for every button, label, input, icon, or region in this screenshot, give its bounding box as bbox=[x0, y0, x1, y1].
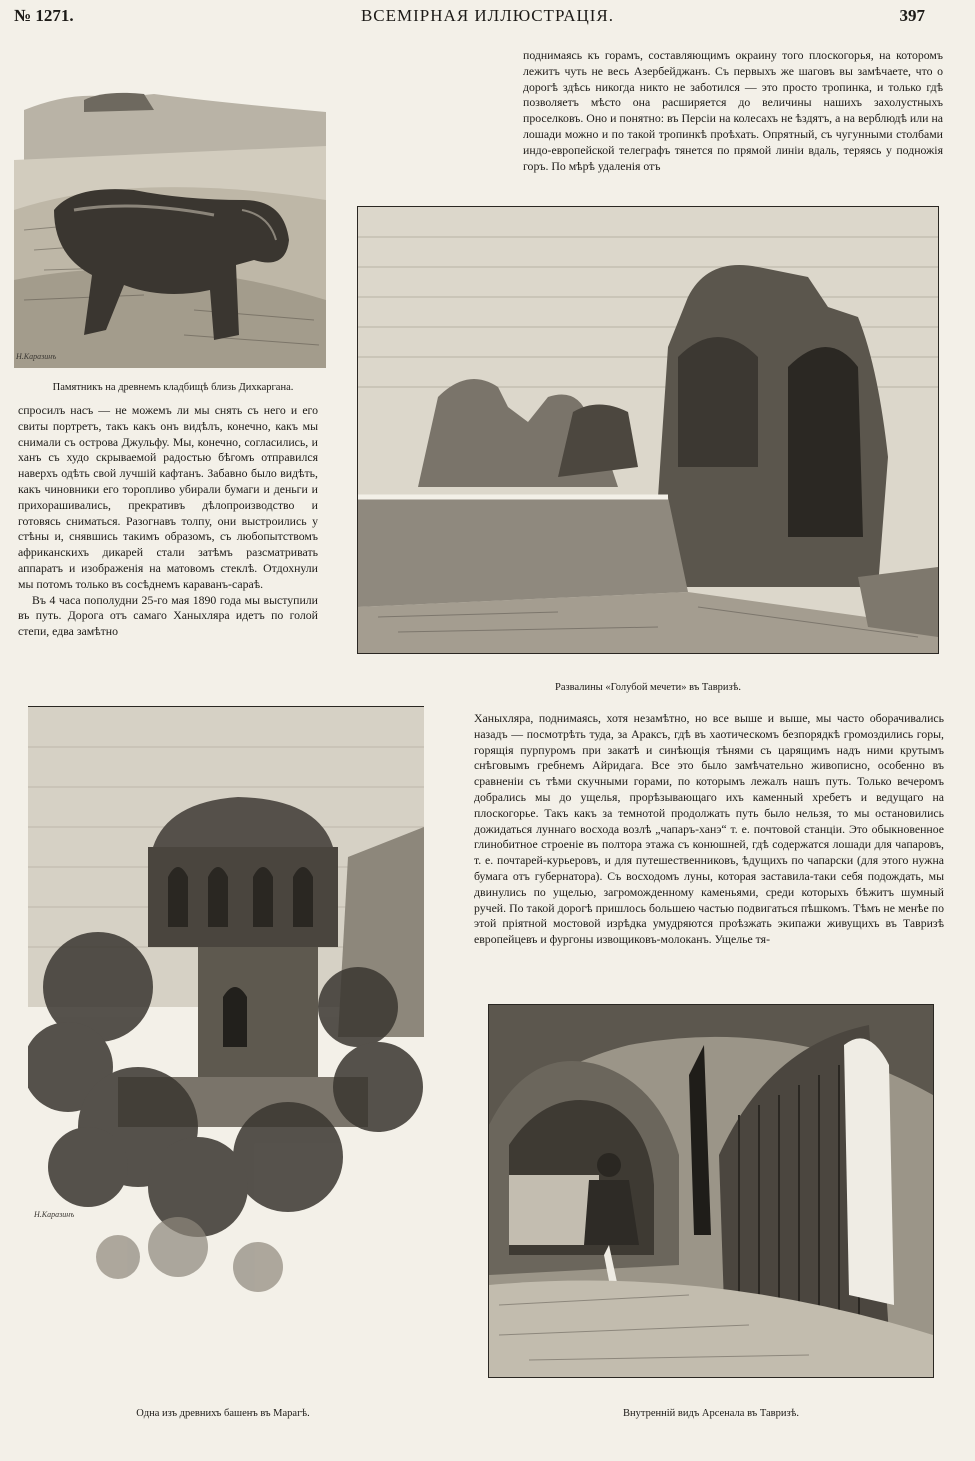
maragha-tower-caption: Одна изъ древнихъ башенъ въ Марагѣ. bbox=[136, 1408, 310, 1419]
monument-caption: Памятникъ на древнемъ кладбищѣ близь Дихкаргана. bbox=[52, 382, 294, 393]
text-column-left: спросилъ насъ — не можемъ ли мы снять съ него и его свиты портретъ, такъ какъ онъ видѣлъ, конечно, какъ мы снимали съ острова Джульфу. Мы, конечно, согласились, и ханъ съ худо скрываемой радостью бѣгомъ отправился наверхъ одѣть свой лучшiй кафтанъ. Забавно было видѣть, какъ чиновники его торопливо убирали бумаги и деньги и прихорашивались, прекративъ дѣлопроизводство и готовясь сниматься. Разогнавъ толпу, они выстроились у стѣны и, снявшись такимъ образомъ, съ любопытствомъ африканскихъ дикарей стали затѣмъ разсматривать аппаратъ и изображенiя на матовомъ стеклѣ. Отдохнули мы потомъ только въ сосѣднемъ караванъ-сараѣ. Въ 4 часа пополудни 25-го мая 1890 года мы выступили въ путь. Дорога отъ самаго Ханыхляра идетъ по голой степи, едва замѣтно bbox=[18, 403, 318, 639]
arsenal-caption: Внутреннiй видъ Арсенала въ Тавризѣ. bbox=[623, 1408, 799, 1419]
arsenal-illustration bbox=[488, 1004, 934, 1378]
blue-mosque-illustration bbox=[357, 206, 939, 654]
text-column-middle-right: Ханыхляра, поднимаясь, хотя незамѣтно, но все выше и выше, мы часто оборачивались назадъ — посмотрѣть туда, за Араксъ, гдѣ въ хаотическомъ безпорядкѣ громоздились горы, горящiя пурпуромъ при закатѣ и синѣющiя тѣнями съ царящимъ надъ ними крутымъ снѣговымъ гребнемъ Айридага. Все это было замѣчательно живописно, особенно въ сравненiи съ тѣми скучными горами, по которымъ лежалъ нашъ путь. Только вечеромъ добрались мы до ущелья, прорѣзывающаго ихъ каменный хребетъ и ведущаго на плоскогорье. Такъ какъ за темнотой продолжать путь было нельзя, то мы остановились дожидаться луннаго восхода возлѣ „чапаръ-ханэ“ т. е. почтовой станцiи. Это обыкновенное глинобитное строенiе въ полтора этажа съ конюшней, гдѣ содержатся лошади для чапаровъ, т. е. почтарей-курьеровъ, и для путешественниковъ, ѣдущихъ по чапарски (для этого нужна бумага отъ губернатора). Съ восходомъ луны, которая заставила-таки себя подождать, мы двинулись по ущелью, загроможденному каменьями, среди которыхъ бѣжитъ шумный ручей. По такой дорогѣ пришлось большею частью подвигаться пѣшкомъ. Тѣмъ не менѣе по этой прiятной мостовой изрѣдка умудряются проѣзжать экипажи живущихъ въ Тавризѣ европейцевъ и фургоны извощиковъ-молоканъ. Ущелье тя- bbox=[474, 711, 944, 947]
maragha-tower-illustration bbox=[28, 706, 424, 1327]
page-number: 397 bbox=[899, 6, 925, 25]
journal-title: ВСЕМIРНАЯ ИЛЛЮСТРАЦIЯ. bbox=[360, 6, 615, 25]
text-column-top-right: поднимаясь къ горамъ, составляющимъ окраину того плоскогорья, на которомъ лежитъ чуть не весь Азербейджанъ. Съ первыхъ же шаговъ вы замѣчаете, что о дорогѣ здѣсь никогда никто не заботился — это просто тропинка, и только гдѣ позволяетъ мѣсто она расширяется до величины нашихъ захолустныхъ проселковъ. Оно и понятно: въ Персiи на колесахъ не ѣздятъ, а на верблюдѣ или на лошади можно и по такой тропинкѣ проѣхать. Опрятный, съ чугунными столбами индо-европейской телеграфъ тянется по прямой линiи вдаль, теряясь у подножiя горъ. По мѣрѣ удаленiя отъ bbox=[523, 48, 943, 173]
monument-illustration bbox=[14, 50, 326, 368]
issue-number: № 1271. bbox=[14, 6, 74, 25]
blue-mosque-caption: Развалины «Голубой мечети» въ Тавризѣ. bbox=[554, 682, 741, 693]
tower-signature: Н.Каразинъ bbox=[34, 1210, 75, 1219]
artist-signature: Н.Каразинъ bbox=[16, 352, 57, 361]
